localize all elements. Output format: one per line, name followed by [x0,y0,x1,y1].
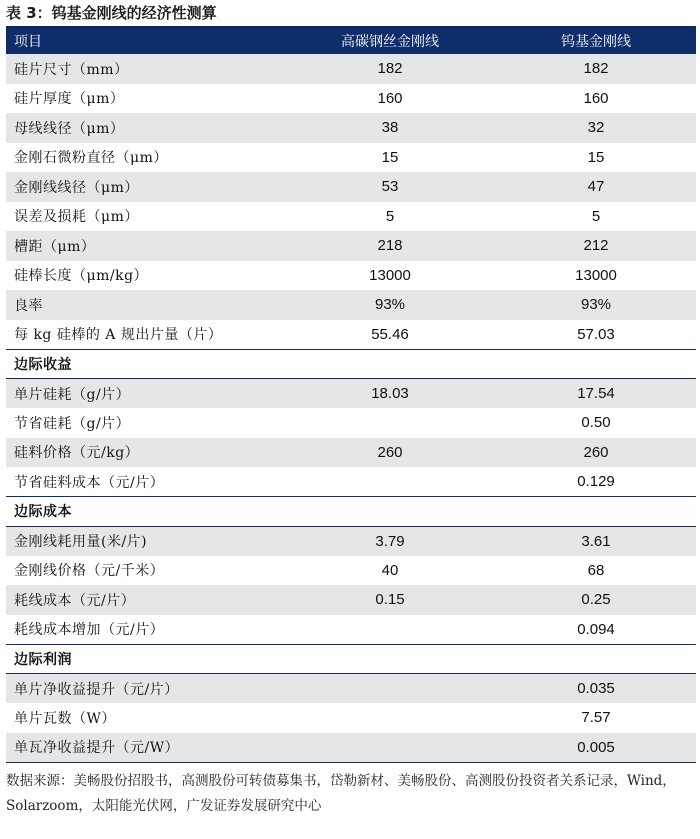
value-high-carbon-steel [284,349,496,379]
value-high-carbon-steel: 5 [385,207,395,225]
table-row [6,467,696,497]
table-row [6,84,696,114]
value-tungsten: 160 [583,89,609,107]
value-high-carbon-steel [284,733,496,763]
value-high-carbon-steel: 3.79 [284,526,496,556]
value-tungsten: 7.57 [581,709,611,727]
value-high-carbon-steel: 93% [374,296,406,314]
row-label: 硅棒长度（μm/kg） [14,268,149,285]
value-tungsten: 13000 [575,266,617,284]
row-label: 误差及损耗（μm） [14,209,139,226]
value-high-carbon-steel: 182 [377,60,403,78]
table-row [6,526,696,556]
row-label: 单片净收益提升（元/片） [6,674,284,704]
table-row [6,379,696,409]
economics-table [6,28,696,762]
value-tungsten: 32 [587,119,605,137]
value-tungsten: 5 [591,207,601,225]
value-tungsten: 57.03 [577,325,615,343]
table-row [6,408,696,438]
header-tungsten: 钨基金刚线 [561,34,631,50]
row-label: 母线线径（μm） [14,120,125,137]
value-high-carbon-steel: 55.46 [371,325,409,343]
value-high-carbon-steel: 13000 [369,266,411,284]
value-high-carbon-steel [284,467,496,497]
table-row [6,674,696,704]
header-high-carbon-steel: 高碳钢丝金刚线 [341,34,439,50]
table-row [6,320,696,350]
value-tungsten [496,644,696,674]
section-row [6,644,696,674]
header-item: 项目 [14,34,42,50]
value-high-carbon-steel: 260 [377,443,403,461]
value-tungsten: 0.005 [577,738,615,756]
table-title: 表 3：钨基金刚线的经济性测算 [6,4,217,22]
row-label: 单瓦净收益提升（元/W） [14,740,180,757]
value-tungsten: 68 [587,561,605,579]
table-row [6,172,696,202]
section-row [6,497,696,527]
row-label: 金刚线耗用量(米/片) [6,526,284,556]
table-row [6,703,696,733]
row-label: 单片瓦数（W） [14,710,116,727]
row-label: 金刚线线径（μm） [14,179,139,196]
value-high-carbon-steel: 218 [377,237,403,255]
table-row [6,556,696,586]
table-row [6,54,696,84]
value-tungsten: 212 [583,237,609,255]
row-label: 硅料价格（元/kg） [14,445,140,462]
value-high-carbon-steel [284,703,496,733]
row-label: 节省硅料成本（元/片） [14,474,165,491]
table-row [6,261,696,291]
section-label: 边际成本 [6,497,284,527]
table-row [6,733,696,763]
value-tungsten: 0.035 [496,674,696,704]
value-tungsten: 47 [587,178,605,196]
table-row [6,585,696,615]
table-row [6,143,696,173]
value-tungsten: 0.129 [577,473,615,490]
row-label: 良率 [14,297,43,314]
value-high-carbon-steel [284,408,496,438]
value-high-carbon-steel: 40 [381,561,399,579]
value-tungsten: 17.54 [496,379,696,409]
value-high-carbon-steel: 38 [381,119,399,137]
source-note: 数据来源：美畅股份招股书，高测股份可转债募集书，岱勒新材、美畅股份、高测股份投资者关系记录，Wind，Solarzoom，太阳能光伏网，广发证券发展研究中心 [6,773,676,814]
value-high-carbon-steel [284,497,496,527]
value-tungsten [496,497,696,527]
row-label: 金刚线价格（元/千米） [14,563,165,580]
value-tungsten: 0.50 [581,414,611,432]
row-label: 每 kg 硅棒的 A 规出片量（片） [14,327,223,343]
table-row [6,438,696,468]
value-high-carbon-steel: 18.03 [284,379,496,409]
value-tungsten: 3.61 [496,526,696,556]
value-high-carbon-steel: 160 [377,89,403,107]
row-label: 耗线成本（元/片） [14,592,136,609]
value-high-carbon-steel: 0.15 [375,591,405,609]
value-high-carbon-steel [284,674,496,704]
row-label: 金刚石微粉直径（μm） [14,150,168,167]
row-label: 单片硅耗（g/片） [6,379,284,409]
table-row [6,231,696,261]
section-row [6,349,696,379]
section-label: 边际利润 [6,644,284,674]
table-row [6,290,696,320]
value-high-carbon-steel [284,644,496,674]
value-tungsten [496,349,696,379]
value-tungsten: 15 [587,148,605,166]
table-row [6,113,696,143]
table-row [6,202,696,232]
value-tungsten: 93% [580,296,612,314]
row-label: 节省硅耗（g/片） [14,415,131,432]
section-label: 边际收益 [6,349,284,379]
row-label: 硅片厚度（μm） [14,91,125,108]
row-label: 槽距（μm） [14,238,96,255]
value-tungsten: 182 [583,60,609,78]
value-high-carbon-steel: 53 [381,178,399,196]
row-label: 耗线成本增加（元/片） [14,622,165,638]
value-tungsten: 260 [583,443,609,461]
table-header [6,28,696,54]
value-tungsten: 0.25 [581,591,611,609]
value-tungsten: 0.094 [577,620,615,638]
row-label: 硅片尺寸（mm） [14,61,129,78]
value-high-carbon-steel: 15 [381,148,399,166]
value-high-carbon-steel [284,615,496,645]
table-row [6,615,696,645]
